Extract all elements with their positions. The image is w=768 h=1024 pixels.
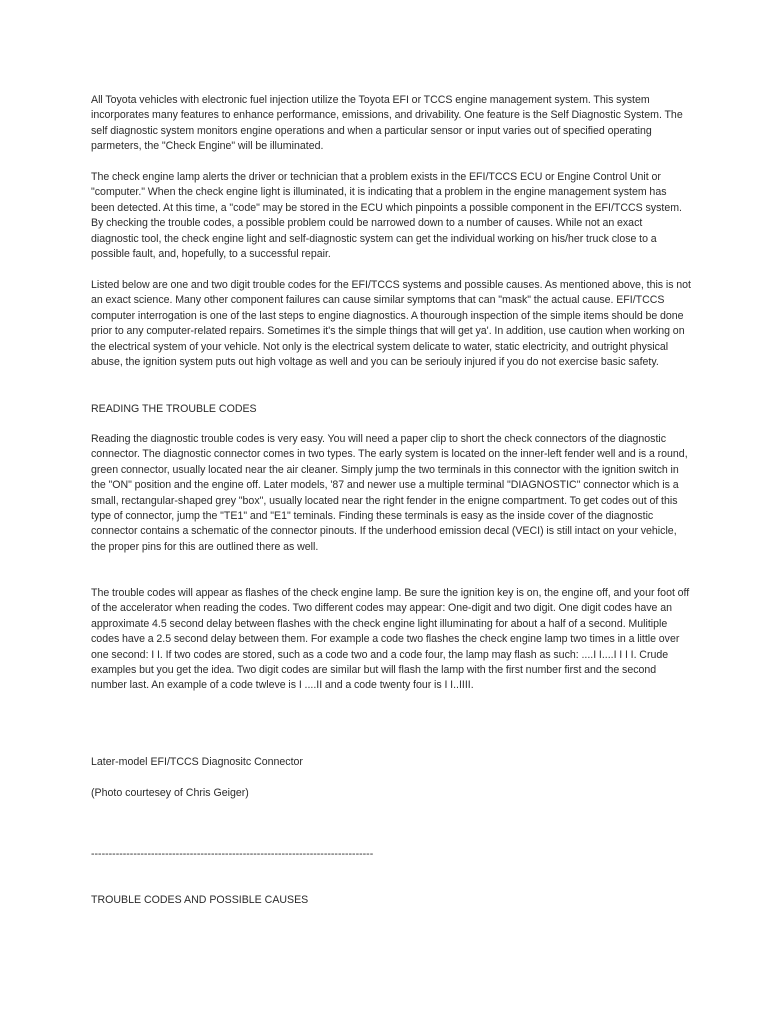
paragraph-check-engine-lamp: The check engine lamp alerts the driver or technician that a problem exists in the EFI/TCCS ECU or Engine Control Unit or "computer." When the check engine light is illuminated, it is indicating that a problem in the engine management system has been detected. At this time, a "code" may be stored in the ECU which pinpoints a possible component in the EFI/TCCS system. By checking the trouble codes, a possible problem could be narrowed down to a number of causes. While not an exact diagnostic tool, the check engine light and self-diagnostic system can get the individual working on his/her truck close to a possible fault, and, hopefully, to a successful repair. [91, 171, 682, 261]
heading-trouble-codes-causes: TROUBLE CODES AND POSSIBLE CAUSES [91, 894, 309, 906]
paragraph-code-flashes: The trouble codes will appear as flashes of the check engine lamp. Be sure the ignition key is on, the engine off, and your foot off of the accelerator when reading the codes. Two different codes may appear: One-digit and two digit. One digit codes have an approximate 4.5 second delay between flashes with the check engine light illuminating for about a half of a second. Mulitiple codes have a 2.5 second delay between them. For example a code two flashes the check engine lamp two times in a little over one second: I I. If two codes are stored, such as a code two and a code four, the lamp may flash as such: ....I I....I I I I. Crude examples but you get the idea. Two digit codes are similar but will flash the lamp with the first number first and the second number last. An example of a code twleve is I ....II and a code twenty four is I I..IIII. [91, 587, 690, 692]
caption-connector: Later-model EFI/TCCS Diagnositc Connector [91, 756, 303, 768]
caption-photo-credit: (Photo courtesey of Chris Geiger) [91, 787, 249, 799]
paragraph-intro: All Toyota vehicles with electronic fuel injection utilize the Toyota EFI or TCCS engine management system. This system incorporates many features to enhance performance, emissions, and drivability. One feature is the Self Diagnostic System. The self diagnostic system monitors engine operations and when a particular sensor or input varies out of specified operating parmeters, the "Check Engine" will be illuminated. [91, 94, 683, 153]
heading-reading-trouble-codes: READING THE TROUBLE CODES [91, 403, 257, 415]
divider-line: -------------------------------------------------------------------------------- [91, 848, 374, 860]
paragraph-trouble-codes-overview: Listed below are one and two digit trouble codes for the EFI/TCCS systems and possible causes. As mentioned above, this is not an exact science. Many other component failures can cause similar symptoms that can "mask" the actual cause. EFI/TCCS computer interrogation is one of the last steps to engine diagnostics. A thourough inspection of the simple items should be done prior to any computer-related repairs. Sometimes it's the simple things that will get ya'. In addition, use caution when working on the electrical system of your vehicle. Not only is the electrical system delicate to water, static electricity, and outright physical abuse, the ignition system puts out high voltage as well and you can be seriouly injured if you do not exercise basic safety. [91, 279, 691, 369]
paragraph-reading-codes: Reading the diagnostic trouble codes is very easy. You will need a paper clip to short the check connectors of the diagnostic connector. The diagnostic connector comes in two types. The early system is located on the inner-left fender well and is a round, green connector, usually located near the air cleaner. Simply jump the two terminals in this connector with the ignition switch in the "ON" position and the engine off. Later models, '87 and newer use a multiple terminal "DIAGNOSTIC" connector which is a small, rectangular-shaped grey "box", usually located near the right fender in the enigne compartment. To get codes out of this type of connector, jump the "TE1" and "E1" teminals. Finding these terminals is easy as the inside cover of the diagnostic connector contains a schematic of the connector pinouts. If the underhood emission decal (VECI) is still intact on your vehicle, the proper pins for this are outlined there as well. [91, 433, 688, 553]
